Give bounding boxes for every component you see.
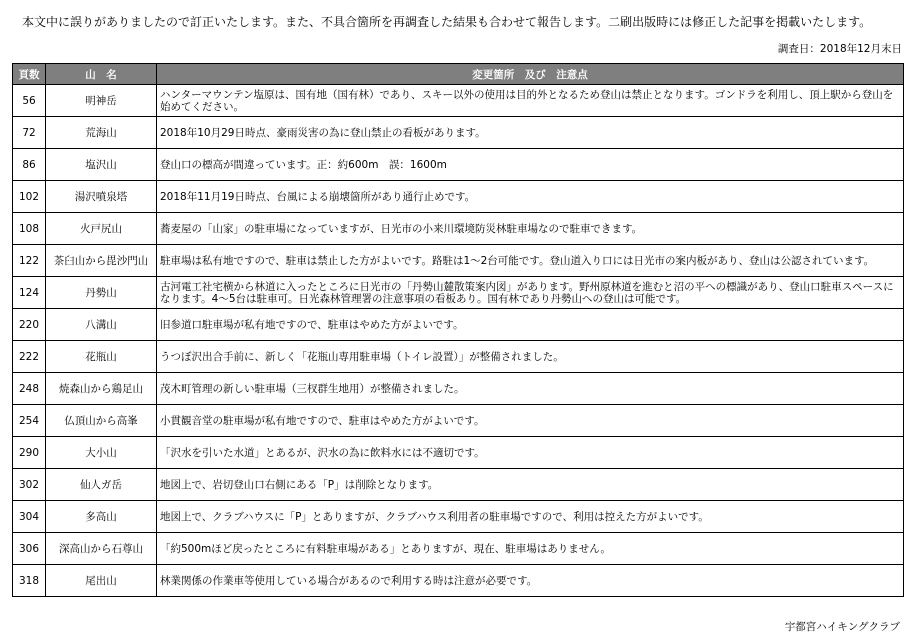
table-row [13,245,904,277]
page-number: 248 [13,373,46,405]
page-number: 108 [13,213,46,245]
page-number: 86 [13,149,46,181]
change-note: 駐車場は私有地ですので、駐車は禁止した方がよいです。路駐は1～2台可能です。登山道入り口には日光市の案内板があり、登山は公認されています。 [157,245,904,277]
table-header [13,64,904,85]
change-note: 古河電工社宅横から林道に入ったところに日光市の「丹勢山麓散策案内図」があります。野州原林道を進むと沼の平への標識があり、登山口駐車スペースになります。4～5台は駐車可。日光森林管理署の注意事項の看板あり。国有林であり丹勢山への登山は可能です。 [157,277,904,309]
mountain-name: 大小山 [46,437,157,469]
mountain-name: 尾出山 [46,565,157,597]
footer-credit: 宇都宮ハイキングクラブ [784,621,900,633]
table-row [13,405,904,437]
mountain-name: 多高山 [46,501,157,533]
table-row [13,565,904,597]
header-row [13,64,904,85]
page-number: 254 [13,405,46,437]
page-number: 220 [13,309,46,341]
page-number: 302 [13,469,46,501]
mountain-name: 丹勢山 [46,277,157,309]
change-note: 「約500mほど戻ったところに有料駐車場がある」とありますが、現在、駐車場はありません。 [157,533,904,565]
table-row [13,437,904,469]
table-row [13,501,904,533]
change-note: 林業関係の作業車等使用している場合があるので利用する時は注意が必要です。 [157,565,904,597]
table-row [13,277,904,309]
page-number: 124 [13,277,46,309]
mountain-name: 深高山から石尊山 [46,533,157,565]
table-row [13,117,904,149]
table-row [13,341,904,373]
header-mountain: 山 名 [46,64,157,85]
page-number: 72 [13,117,46,149]
page-number: 306 [13,533,46,565]
mountain-name: 茶臼山から毘沙門山 [46,245,157,277]
table-row [13,533,904,565]
change-note: 茂木町管理の新しい駐車場（三杈群生地用）が整備されました。 [157,373,904,405]
change-note: 「沢水を引いた水道」とあるが、沢水の為に飲料水には不適切です。 [157,437,904,469]
mountain-name: 仏頂山から高峯 [46,405,157,437]
intro-text: 本文中に誤りがありましたので訂正いたします。また、不具合箇所を再調査した結果も合わせて報告します。二刷出版時には修正した記事を掲載いたします。 [22,15,872,29]
mountain-name: 焼森山から鶏足山 [46,373,157,405]
page-number: 304 [13,501,46,533]
header-page: 頁数 [13,64,46,85]
mountain-name: 明神岳 [46,85,157,117]
table-row [13,469,904,501]
table-row [13,149,904,181]
mountain-name: 八溝山 [46,309,157,341]
table-row [13,213,904,245]
change-note: 旧参道口駐車場が私有地ですので、駐車はやめた方がよいです。 [157,309,904,341]
table-row [13,373,904,405]
page-number: 318 [13,565,46,597]
mountain-name: 湯沢噴泉塔 [46,181,157,213]
change-note: 小貫観音堂の駐車場が私有地ですので、駐車はやめた方がよいです。 [157,405,904,437]
page-number: 102 [13,181,46,213]
change-note: ハンターマウンテン塩原は、国有地（国有林）であり、スキー以外の使用は目的外となるため登山は禁止となります。ゴンドラを利用し、頂上駅から登山を始めてください。 [157,85,904,117]
mountain-name: 花瓶山 [46,341,157,373]
change-note: 登山口の標高が間違っています。正：約600m 誤：1600m [157,149,904,181]
change-note: 2018年11月19日時点、台風による崩壊箇所があり通行止めです。 [157,181,904,213]
change-note: 蕎麦屋の「山家」の駐車場になっていますが、日光市の小来川環境防災林駐車場なので駐車できます。 [157,213,904,245]
mountain-name: 塩沢山 [46,149,157,181]
change-note: 地図上で、クラブハウスに「P」とありますが、クラブハウス利用者の駐車場ですので、利用は控えた方がよいです。 [157,501,904,533]
change-note: 地図上で、岩切登山口右側にある「P」は削除となります。 [157,469,904,501]
change-note: 2018年10月29日時点、豪雨災害の為に登山禁止の看板があります。 [157,117,904,149]
header-note: 変更箇所 及び 注意点 [157,64,904,85]
mountain-name: 火戸尻山 [46,213,157,245]
table-body [13,85,904,597]
mountain-name: 荒海山 [46,117,157,149]
table-row [13,181,904,213]
table-row [13,309,904,341]
table-row [13,85,904,117]
page-number: 56 [13,85,46,117]
errata-table [12,63,904,597]
mountain-name: 仙人ガ岳 [46,469,157,501]
page-number: 122 [13,245,46,277]
change-note: うつぼ沢出合手前に、新しく「花瓶山専用駐車場（トイレ設置）」が整備されました。 [157,341,904,373]
page-number: 290 [13,437,46,469]
page-number: 222 [13,341,46,373]
survey-date: 調査日：2018年12月末日 [777,43,902,55]
